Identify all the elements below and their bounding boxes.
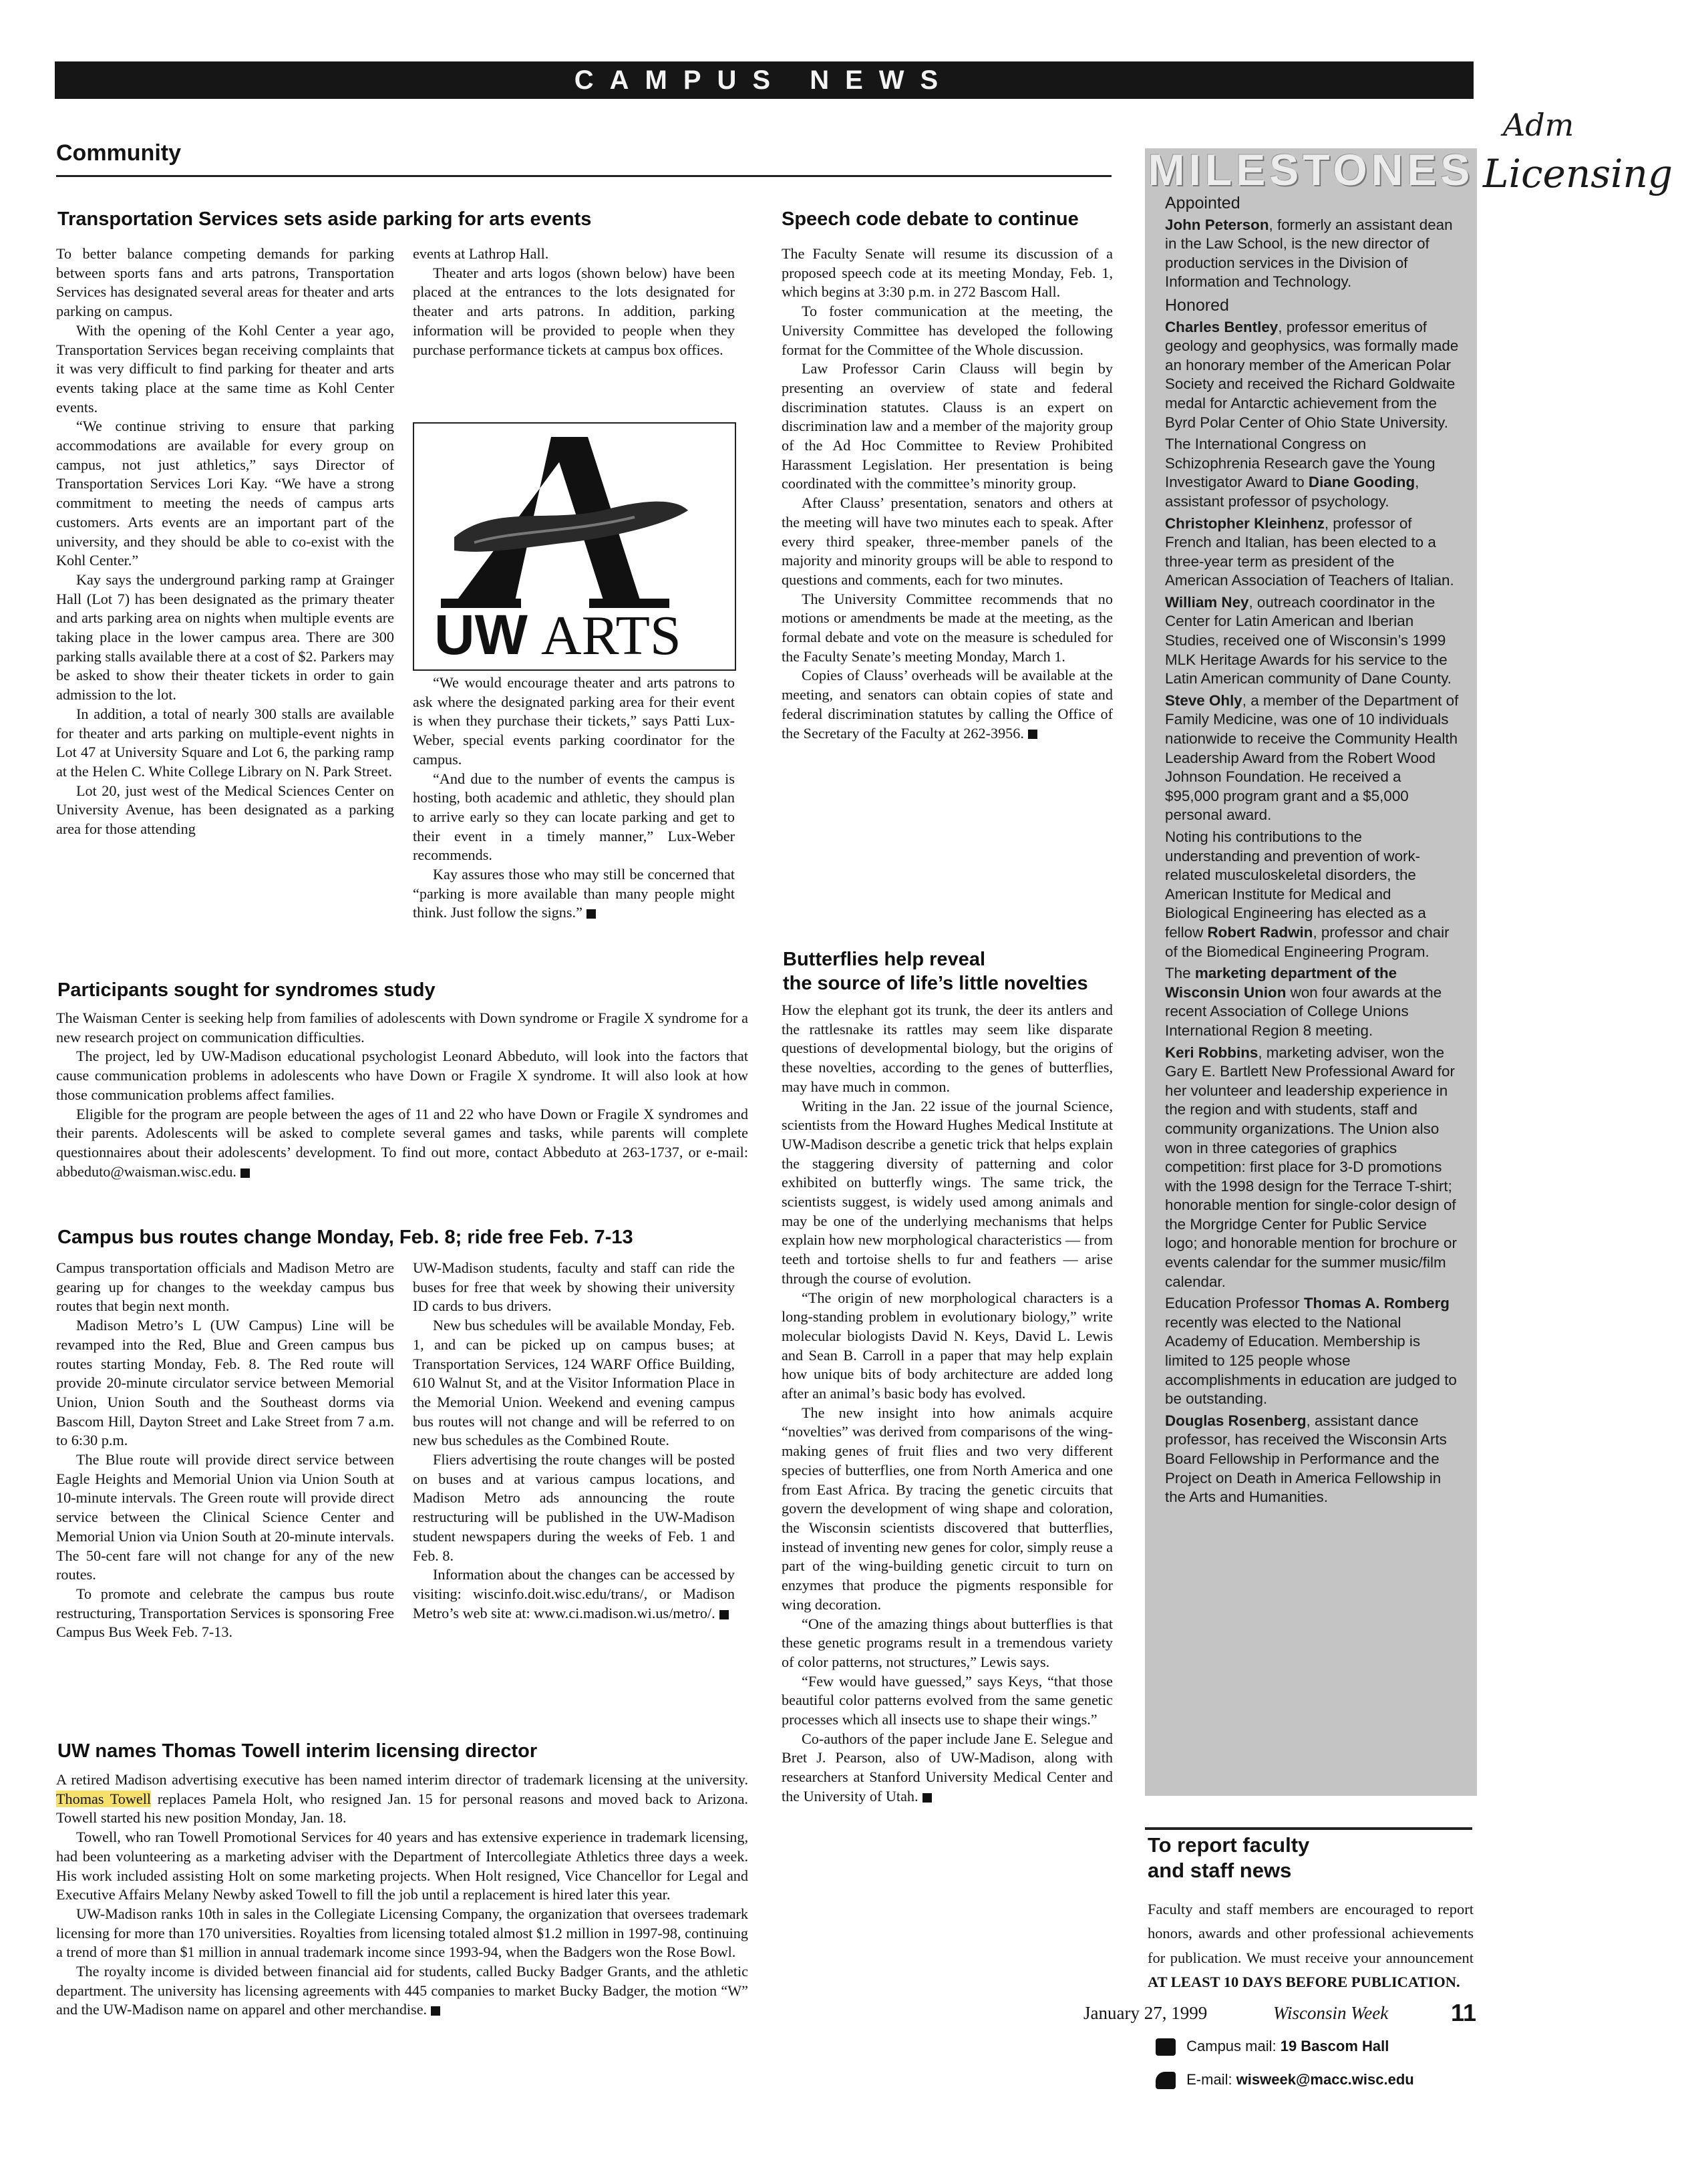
end-mark (431, 2006, 440, 2016)
paragraph: To promote and celebrate the campus bus route restructuring, Transportation Services is sponsoring Free Campus Bus Week Feb. 7-13. (56, 1585, 394, 1641)
article-headline-parking: Transportation Services sets aside parking for arts events (57, 208, 592, 230)
handwritten-line-2: Licensing (1483, 151, 1673, 196)
headline-line-1: Butterflies help reveal (783, 949, 985, 970)
paragraph-text: Information about the changes can be accessed by visiting: wiscinfo.doit.wisc.edu/trans/, or Madison Metro’s web site at: www.ci.madison.wi.us/metro/. (413, 1566, 735, 1621)
logo-brush-stroke (454, 502, 688, 552)
paragraph: Campus transportation officials and Madison Metro are gearing up for changes to the weekday campus bus routes that begin next month. (56, 1259, 394, 1315)
footer-page-number: 11 (1451, 1999, 1477, 2026)
article-syndromes-body (56, 1009, 748, 1181)
headline-line-2: the source of life’s little novelties (783, 973, 1088, 994)
paragraph: “Few would have guessed,” says Keys, “that those beautiful color patterns evolved from the same genetic processes which all insects use to shape their wings.” (782, 1672, 1113, 1728)
paragraph: To better balance competing demands for parking between sports fans and arts patrons, Transportation Services has designated several areas for theater and arts parking on campus. (56, 245, 394, 320)
article-parking-col1 (56, 245, 394, 839)
paragraph: In addition, a total of nearly 300 stalls are available for theater and arts parking on multiple-event nights in Lot 47 at University Square and Lot 6, the parking ramp at the Helen C. White College Library on N. Park Street. (56, 705, 394, 780)
paragraph: Kay says the underground parking ramp at Grainger Hall (Lot 7) has been designated as the primary theater and arts parking area on nights when multiple events are taking place in the lower campus area. There are 300 parking stalls available there at a cost of $2. Parkers may be asked to show their theater tickets in order to gain admission to the lot. (56, 571, 394, 704)
milestone-item: William Ney, outreach coordinator in the Center for Latin American and Iberian Studies, received one of Wisconsin’s 1999 MLK Heritage Awards for his service to the Latin American community of Dane County. (1165, 593, 1452, 687)
article-headline-speech-code: Speech code debate to continue (782, 208, 1079, 230)
paragraph: Fliers advertising the route changes will be posted on buses and at various campus locations, and Madison Metro ads announcing the route restructuring will be published in the UW-Madison student newspapers during the weeks of Feb. 1 and Feb. 8. (413, 1451, 735, 1564)
paragraph: “And due to the number of events the campus is hosting, both academic and athletic, they should plan to arrive early so they can locate parking and get to their event in a timely manner,” Lux-Weber recommends. (413, 770, 735, 864)
section-banner: CAMPUS NEWS (55, 61, 1474, 99)
paragraph (782, 666, 1113, 743)
paragraph: The new insight into how animals acquire “novelties” was derived from comparisons of the wing-making genes of fruit flies and two very different species of butterflies, one from North America and one from East Africa. By tracing the genetic circuits that govern the development of wing shape and coloration, the Wisconsin scientists discovered that butterflies, instead of inventing new genes for color, simply reuse a part of the wing-building genetic circuit to turn on enzymes that produce the pigments responsible for wing decoration. (782, 1404, 1113, 1613)
paragraph: Towell, who ran Towell Promotional Services for 40 years and has extensive experience in trademark licensing, had been volunteering as a marketing adviser with the Department of Intercollegiate Athletics three days a week. His work included assisting Holt on some marketing projects. When Holt resigned, Vice Chancellor for Legal and Executive Affairs Melany Newby asked Towell to fill the job until a replacement is hired later this year. (56, 1829, 748, 1903)
end-mark (922, 1793, 932, 1803)
paragraph-text: The royalty income is divided between financial aid for students, called Bucky Badger Grants, and the athletic department. The university has licensing agreements with 445 companies to market Bucky Badger, the motion “W” and the UW-Madison name on apparel and other merchandise. (56, 1963, 748, 2018)
paragraph: “We would encourage theater and arts patrons to ask where the designated parking area for their event is when they purchase their tickets,” says Patti Lux-Weber, special events parking coordinator for the campus. (413, 674, 735, 768)
milestones-body (1165, 190, 1459, 1510)
milestone-item: Keri Robbins, marketing adviser, won the Gary E. Bartlett New Professional Award for her volunteer and leadership experience in the region and with students, staff and community organizations. The Union also won in three categories of graphics competition: first place for 3-D promotions with the 1998 design for the Terrace T-shirt; honorable mention for single-color design of the Morgridge Center for Public Service logo; and honorable mention for brochure or events calendar for the summer music/film calendar. (1165, 1044, 1457, 1290)
milestone-item: Noting his contributions to the understanding and prevention of work-related musculoskeletal disorders, the American Institute for Medical and Biological Engineering has elected as a fellow Robert Radwin, professor and chair of the Biomedical Engineering Program. (1165, 828, 1450, 960)
article-headline-bus: Campus bus routes change Monday, Feb. 8; ride free Feb. 7-13 (57, 1227, 633, 1248)
paragraph: UW-Madison students, faculty and staff can ride the buses for free that week by showing their university ID cards to bus drivers. (413, 1259, 735, 1315)
paragraph: The project, led by UW-Madison educational psychologist Leonard Abbeduto, will look into the factors that cause communication problems in adolescents who have Down or Fragile X syndrome. It will also look at how those communication problems affect families. (56, 1048, 748, 1103)
article-butterflies-body (782, 1001, 1113, 1807)
end-mark (1028, 730, 1037, 739)
footer-date: January 27, 1999 (1083, 2003, 1208, 2023)
article-speech-code-body (782, 245, 1113, 743)
article-bus-col2 (413, 1259, 735, 1623)
milestone-item: Charles Bentley, professor emeritus of geology and geophysics, was formally made an honorary member of the American Polar Society and received the Richard Goldwaite medal for Antarctic achievement from the Byrd Polar Center of Ohio State University. (1165, 318, 1459, 431)
paragraph (782, 1730, 1113, 1807)
article-parking-col2-top (413, 245, 735, 359)
paragraph (56, 1105, 748, 1182)
end-mark (719, 1610, 729, 1619)
end-mark (240, 1168, 250, 1178)
paragraph (56, 1770, 748, 1828)
paragraph: “One of the amazing things about butterflies is that these genetic programs result in a tremendous variety of color patterns, not structures,” Lewis says. (782, 1615, 1113, 1670)
paragraph-text: A retired Madison advertising executive has been named interim director of trademark licensing at the university. (56, 1771, 748, 1788)
paragraph (413, 1565, 735, 1623)
section-rule (56, 175, 1112, 177)
milestone-item: Christopher Kleinhenz, professor of French and Italian, has been elected to a three-year term as president of the American Association of Teachers of Italian. (1165, 514, 1454, 589)
paragraph: “The origin of new morphological characters is a long-standing problem in evolutionary biology,” write molecular biologists David N. Keys, David L. Lewis and Sean B. Carroll in a paper that may help explain how unique bits of body architecture are added long after an animal’s basic body has evolved. (782, 1289, 1113, 1402)
end-mark (586, 909, 596, 919)
paragraph: Theater and arts logos (shown below) have been placed at the entrances to the lots designated for theater and arts patrons. In addition, parking information will be provided to people when they purchase performance tickets at campus box offices. (413, 264, 735, 358)
paragraph: Madison Metro’s L (UW Campus) Line will be revamped into the Red, Blue and Green campus bus routes starting Monday, Feb. 8. The Red route will provide 20-minute circulator service between Memorial Union, Union South and the Southeast dorms via Bascom Hill, Dayton Street and Lake Street from 7 a.m. to 6:30 p.m. (56, 1317, 394, 1449)
paragraph: How the elephant got its trunk, the deer its antlers and the rattlesnake its rattles may seem like disparate questions of developmental biology, but the origins of these novelties, according to the genes of butterflies, may have much in common. (782, 1001, 1113, 1095)
milestone-item: Education Professor Thomas A. Romberg recently was elected to the National Academy of Education. Membership is limited to 125 people whose accomplishments in education are judged to be outstanding. (1165, 1295, 1457, 1408)
paragraph: Law Professor Carin Clauss will begin by presenting an overview of state and federal discrimination statutes. Clauss is an expert on discrimination law and a member of the majority group of the Ad Hoc Committee to Review Prohibited Harassment Legislation. Her presentation is being coordinated with the committee’s minority group. (782, 360, 1113, 492)
milestone-item: The International Congress on Schizophrenia Research gave the Young Investigator Award to Diane Gooding, assistant professor of psychology. (1165, 436, 1436, 510)
uw-arts-logo (413, 422, 736, 671)
paragraph: To foster communication at the meeting, the University Committee has developed the following format for the Committee of the Whole discussion. (782, 303, 1113, 358)
logo-uw-text: UW (434, 603, 528, 666)
article-headline-syndromes: Participants sought for syndromes study (57, 979, 436, 1001)
paragraph: UW-Madison ranks 10th in sales in the Collegiate Licensing Company, the organization that oversees trademark licensing for more than 170 universities. Royalties from licensing totaled almost $1.2 million in 1997-98, continuing a trend of more than $1 million in annual trademark income since 1993-94, when the Badgers won the Rose Bowl. (56, 1905, 748, 1961)
logo-arts-text: ARTS (541, 605, 681, 667)
report-title: To report faculty and staff news (1148, 1833, 1310, 1882)
paragraph-text: Kay assures those who may still be concerned that “parking is more available than many people might think. Just follow the signs.” (413, 866, 735, 921)
paragraph: The Faculty Senate will resume its discussion of a proposed speech code at its meeting Monday, Feb. 1, which begins at 3:30 p.m. in 272 Bascom Hall. (782, 245, 1113, 301)
paragraph-text: replaces Pamela Holt, who resigned Jan. 15 for personal reasons and moved back to Arizona. Towell started his new position Monday, Jan. 18. (56, 1790, 748, 1827)
article-headline-butterflies (783, 947, 1088, 995)
handwritten-line-1: Adm (1503, 107, 1574, 143)
paragraph: The University Committee recommends that no motions or amendments be made at the meeting, as the formal debate and vote on the measure is scheduled for the Faculty Senate’s meeting Monday, March 1. (782, 590, 1113, 665)
email-icon (1156, 2072, 1176, 2089)
milestones-heading-honored: Honored (1165, 295, 1229, 315)
article-headline-towell: UW names Thomas Towell interim licensing director (57, 1740, 538, 1762)
milestones-sidebar (1145, 145, 1477, 1796)
paragraph-text: Copies of Clauss’ overheads will be available at the meeting, and senators can obtain copies of state and federal discrimination statutes by calling the Office of the Secretary of the Faculty at 262-3956. (782, 667, 1113, 742)
article-bus-col1 (56, 1259, 394, 1642)
report-rule (1145, 1827, 1472, 1830)
handwritten-note (1483, 107, 1673, 196)
paragraph: Lot 20, just west of the Medical Sciences Center on University Avenue, has been designated as a parking area for those attending (56, 782, 394, 838)
report-text: Faculty and staff members are encouraged to report honors, awards and other professional achievements for publication. We must receive your announcement AT LEAST 10 DAYS BEFORE PUBLICATION. (1148, 1901, 1474, 1991)
paragraph: New bus schedules will be available Monday, Feb. 1, and can be picked up on campus buses; at Transportation Services, 124 WARF Office Building, 610 Walnut St, and at the Visitor Information Place in the Memorial Union. Weekend and evening campus bus routes will not change and will be referred to on new bus schedules as the Combined Route. (413, 1317, 735, 1449)
paragraph: events at Lathrop Hall. (413, 245, 549, 262)
paragraph (413, 865, 735, 923)
paragraph: The Blue route will provide direct service between Eagle Heights and Memorial Union via Union South at 10-minute intervals. The Green route will provide direct service between the Clinical Science Center and Memorial Union via Union South at 20-minute intervals. The 50-cent fare will not change for any of the new routes. (56, 1451, 394, 1583)
paragraph: The Waisman Center is seeking help from families of adolescents with Down syndrome or Fragile X syndrome for a new research project on communication difficulties. (56, 1009, 748, 1046)
highlighted-name: Thomas Towell (56, 1790, 152, 1807)
paragraph: “We continue striving to ensure that parking accommodations are available for every group on campus, not just athletics,” says Director of Transportation Services Lori Kay. “We have a strong commitment to meeting the needs of campus arts customers. Arts events are an important part of the university, and they should be able to co-exist with the Kohl Center.” (56, 418, 394, 569)
milestone-item: Douglas Rosenberg, assistant dance professor, has received the Wisconsin Arts Board Fellowship in Performance and the Project on Death in America Fellowship in the Arts and Humanities. (1165, 1412, 1447, 1506)
paragraph (56, 1962, 748, 2020)
uw-arts-logo-graphic (414, 424, 735, 669)
milestones-heading-appointed: Appointed (1165, 194, 1240, 212)
paragraph-text: Eligible for the program are people between the ages of 11 and 22 who have Down or Fragile X syndromes and their parents. Adolescents will be asked to complete several games and tasks, while parents will complete questionnaires about their adolescents’ development. To find out more, contact Abbeduto at 263-1737, or e-mail: abbeduto@waisman.wisc.edu. (56, 1105, 748, 1180)
paragraph: With the opening of the Kohl Center a year ago, Transportation Services began receiving complaints that it was very difficult to find parking for theater and arts events taking place at the same time as Kohl Center events. (56, 321, 394, 416)
article-towell-body (56, 1770, 748, 2020)
milestones-title: MILESTONES (1148, 145, 1474, 194)
article-parking-col2-bottom (413, 673, 735, 923)
paragraph: Writing in the Jan. 22 issue of the journal Science, scientists from the Howard Hughes Medical Institute at UW-Madison describe a genetic trick that helps explain the staggering diversity of patterning and color exhibited on butterfly wings. The same trick, the scientists suggest, is widely used among animals and may be one of the underlying mechanisms that helps explain how new morphological characteristics — from teeth and tortoise shells to fur and feathers — arise through the course of evolution. (782, 1097, 1113, 1287)
paragraph-text: Co-authors of the paper include Jane E. Selegue and Bret J. Pearson, also of UW-Madison, along with researchers at Stanford University Medical Center and the University of Utah. (782, 1730, 1113, 1805)
email-line: E-mail: wisweek@macc.wisc.edu (1156, 2071, 1414, 2089)
milestone-item: The marketing department of the Wisconsin Union won four awards at the recent Association of College Unions International Region 8 meeting. (1165, 965, 1442, 1039)
milestone-item: John Peterson, formerly an assistant dean in the Law School, is the new director of production services in the Division of Information and Technology. (1165, 216, 1453, 291)
mailbox-icon (1156, 2038, 1176, 2056)
section-heading: Community (56, 140, 181, 166)
paragraph: After Clauss’ presentation, senators and others at the meeting will have two minutes each to speak. After every third speaker, three-member panels of the majority and minority groups will be able to respond to questions and comments, each for two minutes. (782, 494, 1113, 588)
footer-publication: Wisconsin Week (1273, 2003, 1389, 2023)
campus-mail-line: Campus mail: 19 Bascom Hall (1156, 2038, 1389, 2056)
milestone-item: Steve Ohly, a member of the Department of Family Medicine, was one of 10 individuals nationwide to receive the Community Health Leadership Award from the Robert Wood Johnson Foundation. He received a $95,000 program grant and a $5,000 personal award. (1165, 691, 1459, 824)
